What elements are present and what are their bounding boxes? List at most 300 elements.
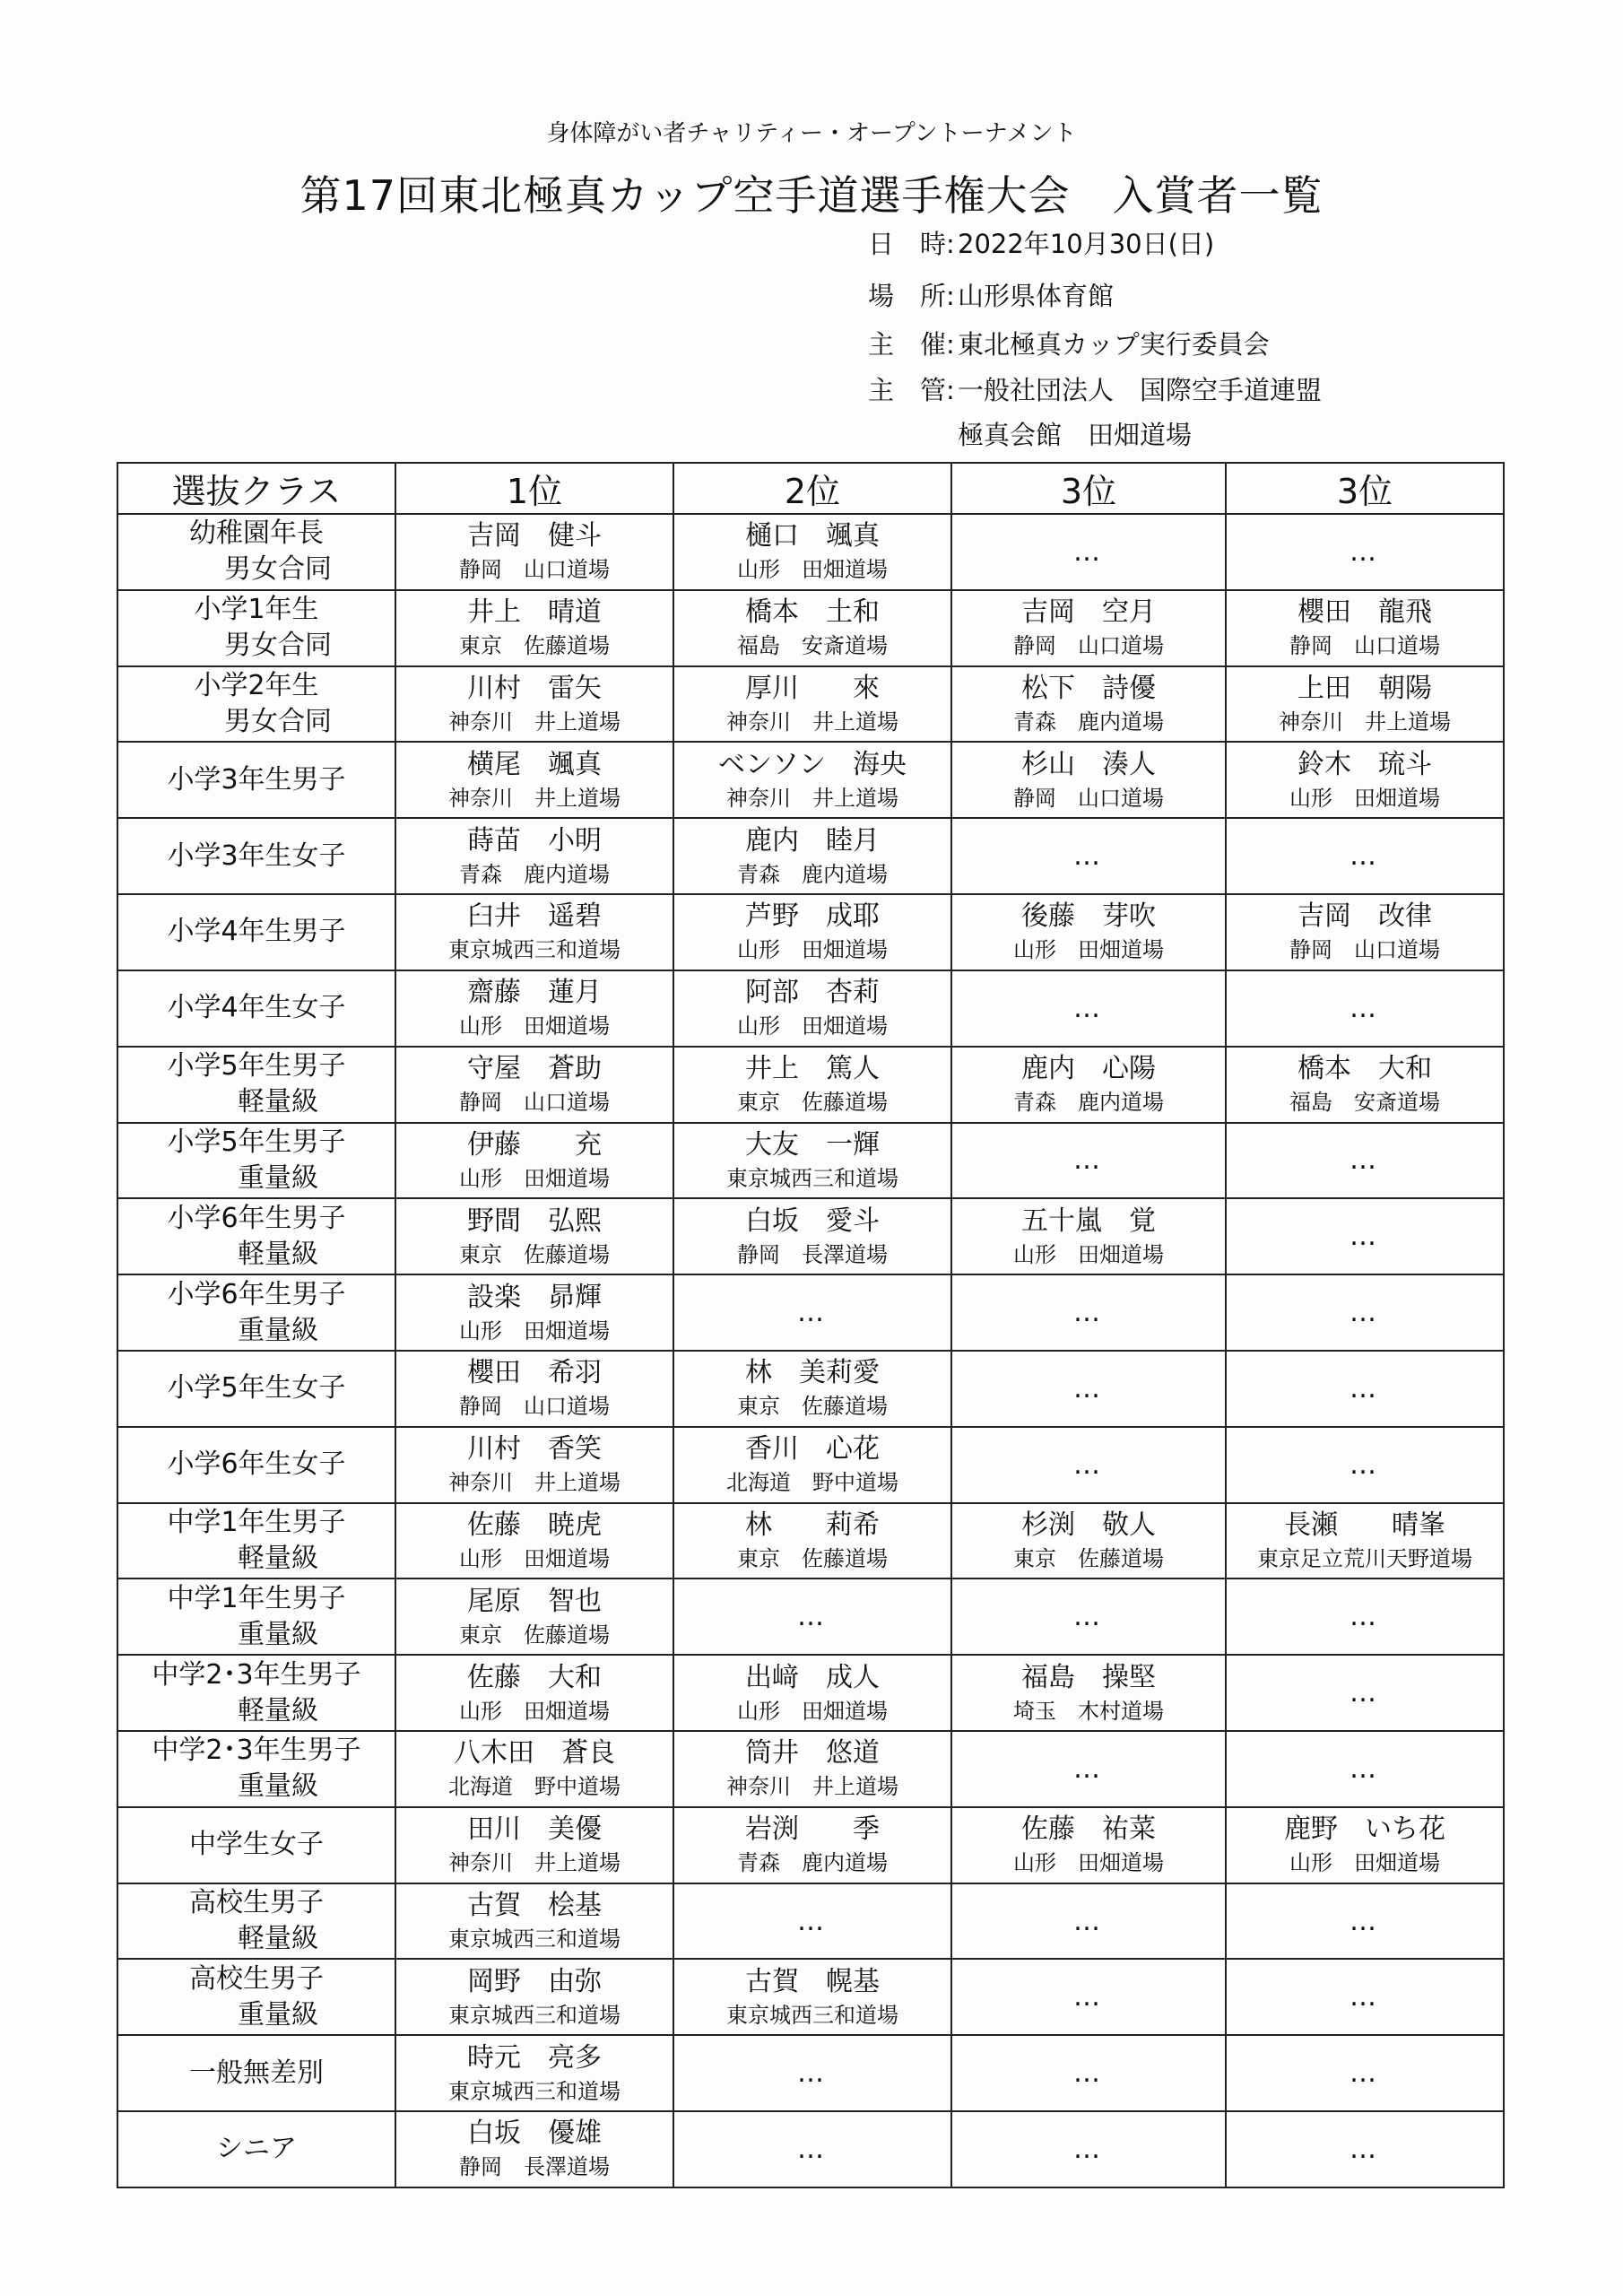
header-3rd-b: 3位 <box>1226 463 1504 514</box>
class-name: 幼稚園年長 <box>189 517 324 550</box>
table-row <box>117 1731 1504 1807</box>
winner-name: 橋本 土和 <box>745 596 880 629</box>
class-division: 軽量級 <box>238 1542 318 1574</box>
winner-name: 岡野 由弥 <box>467 1965 602 1997</box>
winner-cell <box>951 1503 1226 1579</box>
winner-dojo: 青森 鹿内道場 <box>459 861 610 887</box>
winner-name: 設楽 昴輝 <box>467 1281 602 1313</box>
winner-cell <box>673 1807 951 1883</box>
winner-dojo: 北海道 野中道場 <box>448 1774 621 1800</box>
class-name: 小学3年生男子 <box>167 763 346 796</box>
results-table <box>117 462 1505 2188</box>
table-row <box>117 2111 1504 2187</box>
winner-name: 出﨑 成人 <box>745 1661 880 1693</box>
winner-name: 田川 美優 <box>467 1813 602 1846</box>
class-cell <box>117 1123 395 1199</box>
winner-dojo: 神奈川 井上道場 <box>448 1850 621 1876</box>
class-name: 高校生男子 <box>189 1962 324 1995</box>
winner-cell <box>395 2035 673 2111</box>
winner-name: 白坂 愛斗 <box>745 1205 880 1237</box>
empty-cell <box>1226 1731 1504 1807</box>
winner-name: 櫻田 龍飛 <box>1298 596 1432 629</box>
class-cell <box>117 514 395 590</box>
winner-dojo: 静岡 山口道場 <box>459 1090 610 1116</box>
winner-dojo: 神奈川 井上道場 <box>726 1774 898 1800</box>
info-line <box>868 283 1114 309</box>
empty-cell <box>951 1351 1226 1427</box>
winner-dojo: 神奈川 井上道場 <box>448 1470 621 1496</box>
winner-cell <box>1226 1807 1504 1883</box>
winner-cell <box>951 1655 1226 1731</box>
empty-cell <box>1226 2111 1504 2187</box>
winner-cell <box>951 1198 1226 1274</box>
class-name: 中学2･3年生男子 <box>152 1735 361 1767</box>
class-name: 小学5年生男子 <box>167 1050 346 1083</box>
winner-name: 長瀬 晴峯 <box>1284 1509 1445 1541</box>
winner-cell <box>951 1047 1226 1123</box>
empty-cell <box>673 2035 951 2111</box>
winner-dojo: 静岡 山口道場 <box>459 557 610 583</box>
winner-name: 佐藤 大和 <box>467 1661 602 1693</box>
winner-cell <box>395 818 673 894</box>
winner-dojo: 東京 佐藤道場 <box>1013 1545 1164 1571</box>
winner-dojo: 山形 田畑道場 <box>1289 1850 1440 1876</box>
empty-cell <box>951 1883 1226 1960</box>
winner-name: 岩渕 季 <box>745 1813 880 1846</box>
class-name: 一般無差別 <box>189 2057 324 2089</box>
winner-cell <box>673 1655 951 1731</box>
class-division: 重量級 <box>238 1998 318 2031</box>
winner-cell <box>951 590 1226 666</box>
winner-dojo: 静岡 山口道場 <box>1013 785 1164 811</box>
winner-cell <box>673 1047 951 1123</box>
empty-cell <box>1226 1351 1504 1427</box>
winner-cell <box>1226 1047 1504 1123</box>
empty-cell <box>951 1959 1226 2035</box>
empty-mark: … <box>797 1905 828 1937</box>
empty-cell <box>951 1578 1226 1655</box>
empty-cell <box>951 1123 1226 1199</box>
empty-cell <box>1226 514 1504 590</box>
empty-mark: … <box>1350 1905 1380 1937</box>
winner-name: 佐藤 暁虎 <box>467 1509 602 1541</box>
winner-cell <box>395 742 673 818</box>
table-header-row <box>117 463 1504 514</box>
table-row <box>117 1578 1504 1655</box>
empty-mark: … <box>1073 1448 1104 1481</box>
winner-name: 鹿内 睦月 <box>745 824 880 857</box>
table-row <box>117 1503 1504 1579</box>
winner-cell <box>395 1047 673 1123</box>
class-name: 中学1年生男子 <box>167 1506 346 1538</box>
class-name: 小学1年生 <box>194 594 319 626</box>
empty-mark: … <box>1350 1144 1380 1177</box>
winner-name: 井上 篤人 <box>745 1053 880 1085</box>
header-1st: 1位 <box>395 463 673 514</box>
winner-cell <box>395 514 673 590</box>
empty-mark: … <box>1350 1601 1380 1633</box>
empty-cell <box>951 818 1226 894</box>
empty-mark: … <box>1350 1448 1380 1481</box>
empty-cell <box>673 1274 951 1351</box>
class-cell <box>117 2035 395 2111</box>
winner-dojo: 山形 田畑道場 <box>737 1698 888 1724</box>
winner-dojo: 東京城西三和道場 <box>448 1926 621 1952</box>
winner-name: 尾原 智也 <box>467 1585 602 1617</box>
empty-mark: … <box>797 2133 828 2165</box>
winner-cell <box>395 970 673 1047</box>
winner-dojo: 埼玉 木村道場 <box>1013 1698 1164 1724</box>
empty-mark: … <box>1073 840 1104 873</box>
winner-dojo: 東京 佐藤道場 <box>737 1090 888 1116</box>
table-row <box>117 894 1504 970</box>
winner-name: 香川 心花 <box>745 1433 880 1465</box>
class-division: 重量級 <box>238 1770 318 1803</box>
class-name: シニア <box>216 2133 297 2165</box>
winner-cell <box>395 590 673 666</box>
empty-cell <box>951 970 1226 1047</box>
winner-cell <box>673 1503 951 1579</box>
winner-name: 鈴木 琉斗 <box>1298 748 1432 780</box>
empty-mark: … <box>1073 1752 1104 1785</box>
winner-name: 五十嵐 覚 <box>1021 1205 1156 1237</box>
class-cell <box>117 742 395 818</box>
info-line <box>868 329 1270 360</box>
winner-dojo: 山形 田畑道場 <box>737 1013 888 1039</box>
empty-cell <box>1226 2035 1504 2111</box>
empty-cell <box>673 1578 951 1655</box>
winner-dojo: 東京城西三和道場 <box>726 2002 898 2028</box>
winner-cell <box>951 742 1226 818</box>
winner-dojo: 静岡 長澤道場 <box>737 1241 888 1267</box>
info-label: 場 所: <box>868 281 955 311</box>
winner-dojo: 神奈川 井上道場 <box>726 785 898 811</box>
empty-cell <box>1226 818 1504 894</box>
winner-cell <box>951 894 1226 970</box>
class-division: 軽量級 <box>238 1238 318 1270</box>
empty-cell <box>951 514 1226 590</box>
class-division: 軽量級 <box>238 1086 318 1118</box>
empty-cell <box>1226 970 1504 1047</box>
winner-cell <box>395 1123 673 1199</box>
winner-cell <box>395 1883 673 1960</box>
table-row <box>117 666 1504 743</box>
class-cell <box>117 1047 395 1123</box>
empty-cell <box>1226 1198 1504 1274</box>
class-division: 重量級 <box>238 1314 318 1346</box>
class-cell <box>117 1351 395 1427</box>
winner-name: ベンソン 海央 <box>718 748 907 780</box>
empty-mark: … <box>1350 992 1380 1024</box>
winner-cell <box>673 666 951 743</box>
winner-name: 吉岡 空月 <box>1021 596 1156 629</box>
table-row <box>117 1351 1504 1427</box>
table-row <box>117 818 1504 894</box>
empty-cell <box>673 2111 951 2187</box>
empty-mark: … <box>797 1601 828 1633</box>
winner-cell <box>673 818 951 894</box>
winner-dojo: 東京 佐藤道場 <box>737 1545 888 1571</box>
winner-cell <box>673 1351 951 1427</box>
winner-dojo: 福島 安斎道場 <box>1289 1090 1440 1116</box>
empty-mark: … <box>797 2057 828 2090</box>
winner-cell <box>951 1807 1226 1883</box>
class-cell <box>117 1503 395 1579</box>
table-row <box>117 1123 1504 1199</box>
class-cell <box>117 666 395 743</box>
winner-dojo: 山形 田畑道場 <box>459 1318 610 1344</box>
event-subtitle: 身体障がい者チャリティー・オープントーナメント <box>546 120 1077 147</box>
info-line <box>868 375 1323 405</box>
table-row <box>117 590 1504 666</box>
info-value: 極真会館 田畑道場 <box>958 420 1193 450</box>
empty-mark: … <box>797 1297 828 1329</box>
winner-dojo: 山形 田畑道場 <box>459 1545 610 1571</box>
class-name: 小学5年生男子 <box>167 1126 346 1158</box>
empty-mark: … <box>1350 2057 1380 2090</box>
info-label: 主 管: <box>868 375 955 405</box>
winner-name: 川村 香笑 <box>467 1433 602 1465</box>
winner-cell <box>673 894 951 970</box>
winner-dojo: 山形 田畑道場 <box>737 937 888 963</box>
winner-name: 井上 晴道 <box>467 596 602 629</box>
winner-name: 伊藤 充 <box>467 1128 602 1161</box>
winner-name: 臼井 遥碧 <box>467 900 602 933</box>
empty-mark: … <box>1073 2057 1104 2090</box>
winner-dojo: 北海道 野中道場 <box>726 1470 898 1496</box>
winner-dojo: 静岡 長澤道場 <box>459 2154 610 2180</box>
class-name: 高校生男子 <box>189 1887 324 1919</box>
empty-mark: … <box>1073 2133 1104 2165</box>
class-cell <box>117 818 395 894</box>
info-value: 山形県体育館 <box>958 281 1115 311</box>
winner-name: 後藤 芽吹 <box>1021 900 1156 933</box>
empty-mark: … <box>1073 535 1104 568</box>
winner-name: 野間 弘熙 <box>467 1205 602 1237</box>
winner-dojo: 山形 田畑道場 <box>459 1013 610 1039</box>
page-title: 第17回東北極真カップ空手道選手権大会 入賞者一覧 <box>299 171 1324 220</box>
header-2nd: 2位 <box>673 463 951 514</box>
winner-name: 林 美莉愛 <box>745 1357 880 1389</box>
class-division: 男女合同 <box>224 630 332 662</box>
winner-dojo: 東京城西三和道場 <box>448 937 621 963</box>
class-cell <box>117 1959 395 2035</box>
winner-dojo: 福島 安斎道場 <box>737 633 888 659</box>
empty-mark: … <box>1350 1372 1380 1405</box>
winner-dojo: 静岡 山口道場 <box>459 1394 610 1420</box>
winner-cell <box>395 894 673 970</box>
winner-cell <box>673 1427 951 1503</box>
winner-name: 鹿内 心陽 <box>1021 1053 1156 1085</box>
winner-name: 芦野 成耶 <box>745 900 880 933</box>
winner-dojo: 静岡 山口道場 <box>1289 633 1440 659</box>
table-row <box>117 970 1504 1047</box>
class-cell <box>117 1807 395 1883</box>
empty-cell <box>1226 1427 1504 1503</box>
info-value: 2022年10月30日(日) <box>958 229 1215 259</box>
winner-dojo: 山形 田畑道場 <box>1013 1241 1164 1267</box>
winner-dojo: 東京城西三和道場 <box>448 2078 621 2104</box>
winner-name: 林 莉希 <box>745 1509 880 1541</box>
winner-cell <box>673 1731 951 1807</box>
empty-cell <box>951 1427 1226 1503</box>
class-name: 小学6年生女子 <box>167 1448 346 1481</box>
winner-name: 古賀 幌基 <box>745 1965 880 1997</box>
class-name: 中学2･3年生男子 <box>152 1658 361 1691</box>
table-row <box>117 1274 1504 1351</box>
winner-name: 白坂 優雄 <box>467 2118 602 2150</box>
table-row <box>117 2035 1504 2111</box>
winner-cell <box>1226 742 1504 818</box>
winner-cell <box>673 514 951 590</box>
winner-dojo: 東京 佐藤道場 <box>459 1622 610 1648</box>
winner-cell <box>1226 1503 1504 1579</box>
class-division: 軽量級 <box>238 1694 318 1726</box>
winner-name: 佐藤 祐菜 <box>1021 1813 1156 1846</box>
empty-mark: … <box>1350 1221 1380 1253</box>
table-row <box>117 1655 1504 1731</box>
class-name: 小学5年生女子 <box>167 1372 346 1405</box>
empty-mark: … <box>1350 840 1380 873</box>
winner-dojo: 山形 田畑道場 <box>459 1698 610 1724</box>
class-name: 中学生女子 <box>189 1829 324 1861</box>
class-division: 男女合同 <box>224 706 332 738</box>
class-cell <box>117 970 395 1047</box>
winner-name: 杉渕 敬人 <box>1021 1509 1156 1541</box>
table-row <box>117 1198 1504 1274</box>
class-division: 軽量級 <box>238 1923 318 1955</box>
winner-dojo: 神奈川 井上道場 <box>726 709 898 735</box>
class-cell <box>117 1427 395 1503</box>
class-cell <box>117 2111 395 2187</box>
winner-cell <box>395 1578 673 1655</box>
class-cell <box>117 1731 395 1807</box>
winner-name: 横尾 颯真 <box>467 748 602 780</box>
class-division: 重量級 <box>238 1161 318 1194</box>
winner-cell <box>395 1959 673 2035</box>
winner-name: 上田 朝陽 <box>1298 673 1432 705</box>
empty-mark: … <box>1350 1981 1380 2013</box>
class-division: 重量級 <box>238 1618 318 1650</box>
class-name: 小学4年生男子 <box>167 916 346 948</box>
winner-dojo: 山形 田畑道場 <box>737 557 888 583</box>
winner-name: 吉岡 改律 <box>1298 900 1432 933</box>
winner-name: 松下 詩優 <box>1021 673 1156 705</box>
class-name: 小学6年生男子 <box>167 1202 346 1234</box>
winner-dojo: 青森 鹿内道場 <box>1013 1090 1164 1116</box>
empty-cell <box>951 2111 1226 2187</box>
info-line <box>868 231 1214 257</box>
class-name: 中学1年生男子 <box>167 1582 346 1614</box>
winner-cell <box>395 1427 673 1503</box>
empty-mark: … <box>1073 992 1104 1024</box>
class-name: 小学6年生男子 <box>167 1278 346 1310</box>
winner-name: 守屋 蒼助 <box>467 1053 602 1085</box>
winner-cell <box>673 590 951 666</box>
empty-cell <box>1226 1883 1504 1960</box>
header-class: 選抜クラス <box>117 463 395 514</box>
winner-dojo: 青森 鹿内道場 <box>1013 709 1164 735</box>
table-row <box>117 1047 1504 1123</box>
empty-mark: … <box>1350 535 1380 568</box>
info-label: 日 時: <box>868 229 955 259</box>
class-cell <box>117 590 395 666</box>
winner-cell <box>395 1807 673 1883</box>
empty-mark: … <box>1350 1677 1380 1709</box>
empty-mark: … <box>1350 2133 1380 2165</box>
winner-dojo: 東京足立荒川天野道場 <box>1257 1545 1472 1571</box>
class-name: 小学3年生女子 <box>167 839 346 872</box>
winner-cell <box>395 1274 673 1351</box>
info-label: 主 催: <box>868 329 955 360</box>
winner-cell <box>673 1123 951 1199</box>
table-row <box>117 1807 1504 1883</box>
empty-cell <box>1226 1655 1504 1731</box>
info-value: 東北極真カップ実行委員会 <box>958 329 1270 360</box>
class-cell <box>117 1883 395 1960</box>
class-division: 男女合同 <box>224 553 332 586</box>
winner-cell <box>395 1731 673 1807</box>
winner-cell <box>673 742 951 818</box>
table-row <box>117 742 1504 818</box>
empty-mark: … <box>1350 1752 1380 1785</box>
winner-cell <box>1226 590 1504 666</box>
table-row <box>117 514 1504 590</box>
winner-cell <box>1226 666 1504 743</box>
winner-cell <box>395 1351 673 1427</box>
empty-mark: … <box>1073 1144 1104 1177</box>
winner-name: 古賀 桧基 <box>467 1890 602 1922</box>
empty-cell <box>951 2035 1226 2111</box>
winner-dojo: 静岡 山口道場 <box>1013 633 1164 659</box>
winner-dojo: 東京 佐藤道場 <box>737 1394 888 1420</box>
winner-name: 厚川 來 <box>745 673 880 705</box>
winner-name: 橋本 大和 <box>1298 1053 1432 1085</box>
winner-cell <box>673 970 951 1047</box>
winner-cell <box>395 2111 673 2187</box>
winner-name: 時元 亮多 <box>467 2041 602 2074</box>
winner-dojo: 青森 鹿内道場 <box>737 1850 888 1876</box>
winner-dojo: 山形 田畑道場 <box>1013 937 1164 963</box>
class-cell <box>117 1198 395 1274</box>
winner-cell <box>395 666 673 743</box>
empty-mark: … <box>1073 1297 1104 1329</box>
winner-name: 櫻田 希羽 <box>467 1357 602 1389</box>
class-cell <box>117 1655 395 1731</box>
winner-cell <box>951 666 1226 743</box>
winner-name: 阿部 杏莉 <box>745 977 880 1009</box>
table-row <box>117 1427 1504 1503</box>
header-3rd-a: 3位 <box>951 463 1226 514</box>
winner-name: 川村 雷矢 <box>467 673 602 705</box>
winner-name: 大友 一輝 <box>745 1128 880 1161</box>
winner-cell <box>395 1655 673 1731</box>
winner-dojo: 東京城西三和道場 <box>726 1165 898 1191</box>
winner-name: 蒔苗 小明 <box>467 824 602 857</box>
info-line <box>868 422 1192 448</box>
empty-cell <box>1226 1578 1504 1655</box>
winner-cell <box>673 1959 951 2035</box>
empty-cell <box>1226 1959 1504 2035</box>
info-value: 一般社団法人 国際空手道連盟 <box>958 375 1323 405</box>
empty-mark: … <box>1073 1905 1104 1937</box>
winner-name: 吉岡 健斗 <box>467 520 602 552</box>
empty-cell <box>951 1731 1226 1807</box>
winner-cell <box>395 1198 673 1274</box>
winner-dojo: 山形 田畑道場 <box>1013 1850 1164 1876</box>
class-cell <box>117 1578 395 1655</box>
winner-dojo: 東京城西三和道場 <box>448 2002 621 2028</box>
